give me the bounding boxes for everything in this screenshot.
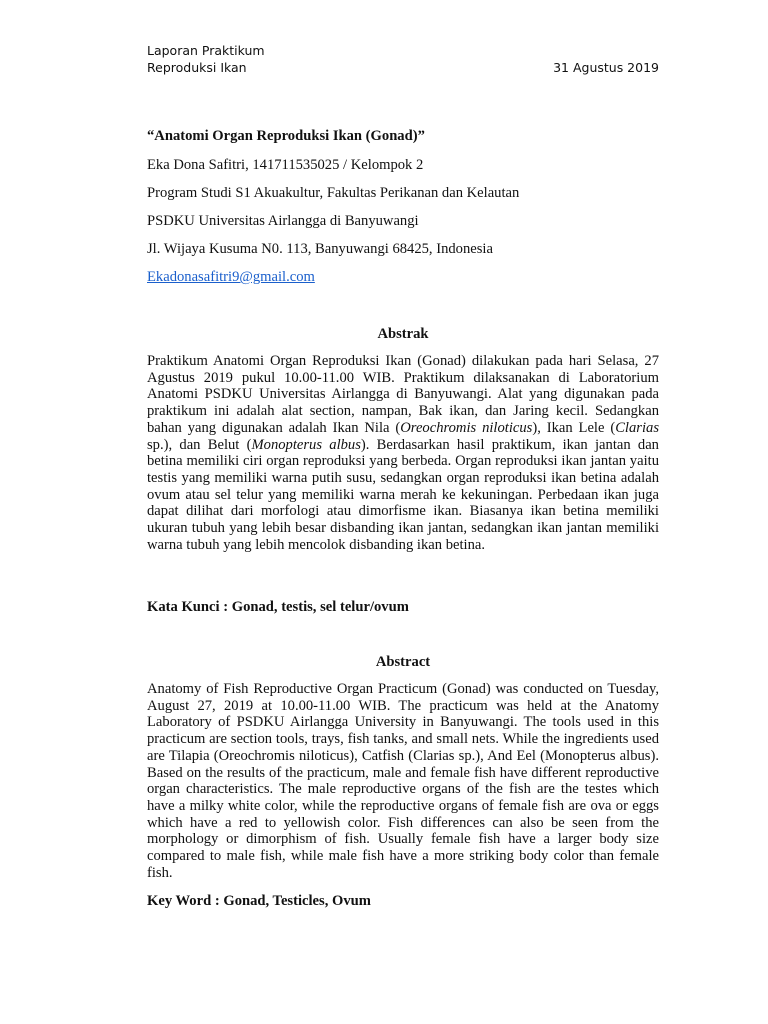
document-title: “Anatomi Organ Reproduksi Ikan (Gonad)” [147, 128, 425, 144]
header-date: 31 Agustus 2019 [553, 60, 659, 75]
abstrak-keywords: Kata Kunci : Gonad, testis, sel telur/ovum [147, 599, 409, 615]
email-link[interactable]: Ekadonasafitri9@gmail.com [147, 269, 315, 285]
abstrak-paragraph [147, 353, 659, 553]
address-line: Jl. Wijaya Kusuma N0. 113, Banyuwangi 68425, Indonesia [147, 241, 493, 257]
institution-line: PSDKU Universitas Airlangga di Banyuwangi [147, 213, 419, 229]
abstrak-text: sp.), dan Belut ( [147, 436, 252, 453]
subject-label: Reproduksi Ikan [147, 60, 247, 75]
page-header [147, 42, 659, 76]
header-row [147, 59, 659, 76]
abstrak-text: ), Ikan Lele ( [532, 419, 616, 436]
program-line: Program Studi S1 Akuakultur, Fakultas Perikanan dan Kelautan [147, 185, 520, 201]
author-line: Eka Dona Safitri, 141711535025 / Kelompok 2 [147, 157, 424, 173]
abstrak-text: Praktikum Anatomi Organ Reproduksi Ikan (Gonad) dilakukan pada hari Selasa, 27 Agustus 2019 pukul 10.00-11.00 WIB. Praktikum dilaksanakan di Laboratorium Anatomi PSDKU Universitas Airlangga di Banyuwangi. Alat yang digunakan pada praktikum ini adalah alat section, nampan, Bak ikan, dan Jaring kecil. Sedangkan bahan yang digunakan adalah Ikan Nila ( [147, 353, 659, 436]
species-name: Monopterus albus [251, 436, 361, 453]
abstract-paragraph: Anatomy of Fish Reproductive Organ Practicum (Gonad) was conducted on Tuesday, August 27, 2019 at 10.00-11.00 WIB. The practicum was held at the Anatomy Laboratory of PSDKU Airlangga University in Banyuwangi. The tools used in this practicum are section tools, trays, fish tanks, and small nets. While the ingredients used are Tilapia (Oreochromis niloticus), Catfish (Clarias sp.), And Eel (Monopterus albus). Based on the results of the practicum, male and female fish have different reproductive organ characteristics. The male reproductive organs of the fish are the testes which have a milky white color, while the reproductive organs of female fish are ova or eggs which have a red to yellowish color. Fish differences can also be seen from the morphology or dimorphism of fish. Usually female fish have a larger body size compared to male fish, while male fish have a more striking body color than female fish. [147, 681, 659, 881]
species-name: Oreochromis niloticus [400, 419, 533, 436]
abstrak-text: ). Berdasarkan hasil praktikum, ikan jantan dan betina memiliki ciri organ reproduksi yang berbeda. Organ reproduksi ikan jantan yaitu testis yang memiliki warna putih susu, sedangkan organ reproduksi ikan betina adalah ovum atau sel telur yang memiliki warna merah ke kekuningan. Perbedaan ikan juga dapat dilihat dari morfologi atau dimorfisme ikan. Biasanya ikan betina memiliki ukuran tubuh yang lebih besar disbanding ikan jantan, sedangkan ikan jantan memiliki warna tubuh yang lebih mencolok disbanding ikan betina. [147, 436, 659, 553]
abstract-keywords: Key Word : Gonad, Testicles, Ovum [147, 893, 371, 909]
abstract-heading: Abstract [375, 654, 431, 670]
report-label: Laporan Praktikum [147, 43, 265, 58]
species-name: Clarias [615, 419, 659, 436]
abstrak-heading: Abstrak [377, 326, 429, 342]
